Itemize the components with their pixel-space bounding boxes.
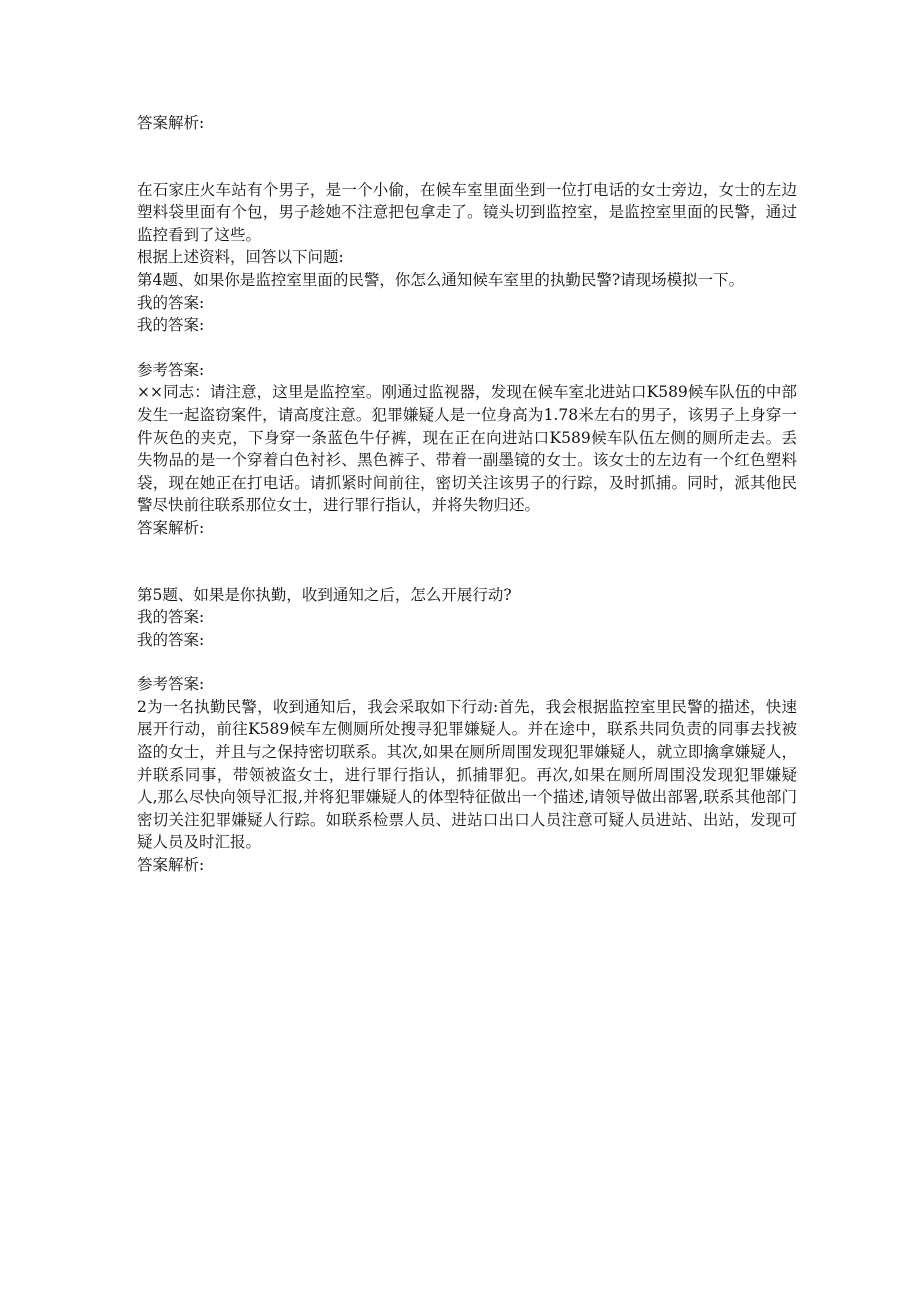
question-5-text: 第5题、如果是你执勤，收到通知之后，怎么开展行动? <box>137 585 512 604</box>
spacer <box>137 135 797 179</box>
q5-my-answer-label: 我的答案: <box>137 608 205 627</box>
spacer <box>137 337 797 359</box>
q4-reference-answer: ××同志：请注意，这里是监控室。刚通过监视器，发现在候车室北进站口K589候车队伍的中部发生一起盗窃案件，请高度注意。犯罪嫌疑人是一位身高为1.78米左右的男子，该男子上身穿一件灰色的夹克，下身穿一条蓝色牛仔裤，现在正在向进站口K589候车队伍左侧的厕所走去。丢失物品的是一个穿着白色衬衫、黑色裤子、带着一副墨镜的女士。该女士的左边有一个红色塑料袋，现在她正在打电话。请抓紧时间前往，密切关注该男子的行踪，及时抓捕。同时，派其他民警尽快前往联系那位女士，进行罪行指认，并将失物归还。 <box>137 383 797 515</box>
q4-my-answer-label: 我的答案: <box>137 293 205 312</box>
q4-answer-analysis-label: 答案解析: <box>137 518 205 537</box>
spacer <box>137 651 797 673</box>
q4-my-answer-label-2: 我的答案: <box>137 316 205 335</box>
q5-answer-analysis-label: 答案解析: <box>137 856 205 875</box>
case-material-paragraph: 在石家庄火车站有个男子，是一个小偷，在候车室里面坐到一位打电话的女士旁边，女士的左边塑料袋里面有个包，男子趁她不注意把包拿走了。镜头切到监控室，是监控室里面的民警，通过监控看到了这些。 <box>137 180 797 244</box>
question-4-text: 第4题、如果你是监控室里面的民警，你怎么通知候车室里的执勤民警?请现场模拟一下。 <box>137 270 745 289</box>
q5-my-answer-label-2: 我的答案: <box>137 630 205 649</box>
document-page <box>137 112 797 877</box>
question-prompt: 根据上述资料，回答以下问题: <box>137 248 344 267</box>
q5-reference-answer-label: 参考答案: <box>137 675 205 694</box>
answer-analysis-label: 答案解析: <box>137 114 205 132</box>
q4-reference-answer-label: 参考答案: <box>137 360 205 379</box>
spacer <box>137 540 797 584</box>
q5-reference-answer: 2为一名执勤民警，收到通知后，我会采取如下行动:首先，我会根据监控室里民警的描述，快速展开行动，前往K589候车左侧厕所处搜寻犯罪嫌疑人。并在途中，联系共同负责的同事去找被盗的女士，并且与之保持密切联系。其次,如果在厕所周围发现犯罪嫌疑人，就立即擒拿嫌疑人，并联系同事，带领被盗女士，进行罪行指认，抓捕罪犯。再次,如果在厕所周围没发现犯罪嫌疑人,那么尽快向领导汇报,并将犯罪嫌疑人的体型特征做出一个描述,请领导做出部署,联系其他部门密切关注犯罪嫌疑人行踪。如联系检票人员、进站口出口人员注意可疑人员进站、出站，发现可疑人员及时汇报。 <box>137 697 797 852</box>
